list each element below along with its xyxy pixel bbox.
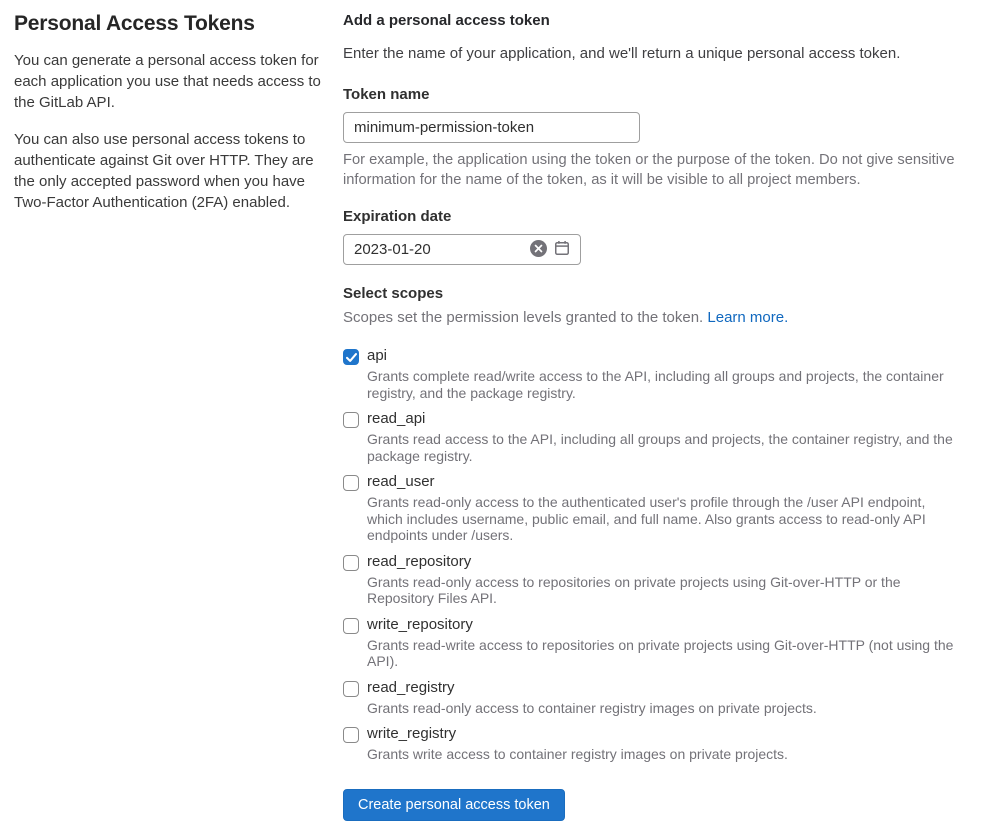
select-scopes-section — [343, 285, 962, 821]
scope-label-read-api[interactable]: read_api — [367, 410, 426, 427]
learn-more-link[interactable]: Learn more. — [707, 309, 789, 326]
settings-sidebar — [0, 0, 329, 821]
expiration-date-label: Expiration date — [343, 208, 452, 225]
scopes-help — [343, 308, 962, 328]
scope-row-read-repository — [343, 552, 962, 607]
form-heading: Add a personal access token — [343, 12, 550, 29]
scope-label-api[interactable]: api — [367, 347, 388, 364]
expiration-date-field — [343, 234, 581, 265]
expiration-date-group — [343, 208, 962, 265]
scope-checkbox-write-repository[interactable] — [343, 618, 359, 634]
scope-checkbox-api[interactable] — [343, 349, 359, 365]
scope-checkbox-read-api[interactable] — [343, 412, 359, 428]
scope-label-read-registry[interactable]: read_registry — [367, 678, 455, 696]
scope-description-write-repository: Grants read-write access to repositories on private projects using Git-over-HTTP (not using the API). — [367, 636, 954, 669]
scope-label-read-repository[interactable]: read_repository — [367, 552, 472, 570]
scope-row-read-registry — [343, 678, 962, 717]
clear-date-button[interactable] — [525, 234, 551, 265]
token-name-label: Token name — [343, 86, 430, 103]
token-name-input[interactable] — [343, 112, 640, 143]
scope-description-api: Grants complete read/write access to the API, including all groups and projects, the container registry, and the package registry. — [367, 368, 944, 401]
page-title: Personal Access Tokens — [14, 12, 255, 35]
scope-label-write-repository[interactable]: write_repository — [367, 615, 473, 633]
scope-row-read-user — [343, 472, 962, 544]
open-datepicker-button[interactable] — [549, 234, 575, 265]
scope-checkbox-read-user[interactable] — [343, 475, 359, 491]
scope-row-write-repository — [343, 615, 962, 670]
calendar-icon — [554, 240, 570, 259]
circle-x-icon — [530, 240, 547, 260]
scope-checkbox-read-repository[interactable] — [343, 555, 359, 571]
scope-description-read-registry: Grants read-only access to container registry images on private projects. — [367, 699, 817, 716]
scope-row-api — [343, 346, 962, 401]
add-token-form — [329, 0, 986, 821]
token-name-group — [343, 86, 962, 190]
scopes-help-text: Scopes set the permission levels granted to the token. — [343, 309, 704, 326]
scope-description-read-user: Grants read-only access to the authenticated user's profile through the /user API endpoint, which includes username, public email, and full name. Also grants access to read-only API endpoints under /users. — [367, 494, 926, 543]
scope-description-write-registry: Grants write access to container registry images on private projects. — [367, 746, 788, 762]
scope-row-read-api — [343, 409, 962, 464]
sidebar-description-2: You can also use personal access tokens to authenticate against Git over HTTP. They are the only accepted password when you have Two-Factor Authentication (2FA) enabled. — [14, 131, 314, 211]
form-intro: Enter the name of your application, and we'll return a unique personal access token. — [343, 45, 901, 62]
scope-checkbox-write-registry[interactable] — [343, 727, 359, 743]
select-scopes-label: Select scopes — [343, 285, 444, 302]
scope-checkbox-read-registry[interactable] — [343, 681, 359, 697]
scope-label-write-registry[interactable]: write_registry — [367, 725, 457, 742]
sidebar-description-1: You can generate a personal access token for each application you use that needs access to the GitLab API. — [14, 52, 321, 111]
scope-row-write-registry — [343, 724, 962, 763]
scope-description-read-api: Grants read access to the API, including all groups and projects, the container registry, and the package registry. — [367, 431, 953, 464]
token-name-help: For example, the application using the token or the purpose of the token. Do not give sensitive information for the name of the token, as it will be visible to all project members. — [343, 152, 955, 188]
create-token-button[interactable]: Create personal access token — [343, 789, 565, 821]
scope-description-read-repository: Grants read-only access to repositories on private projects using Git-over-HTTP or the Repository Files API. — [367, 573, 901, 606]
scope-label-read-user[interactable]: read_user — [367, 473, 435, 490]
